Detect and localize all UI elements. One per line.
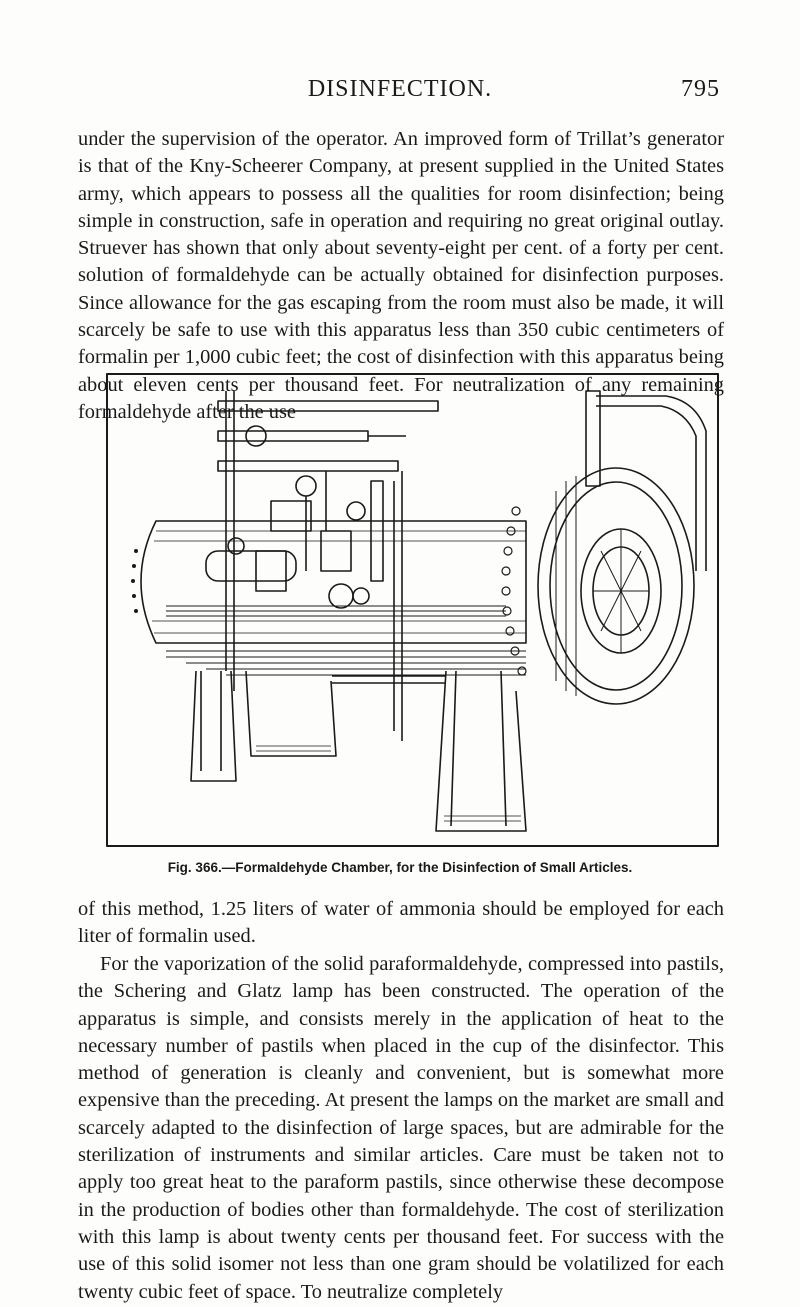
chapter-title: DISINFECTION. xyxy=(307,76,493,102)
figure-caption: Fig. 366.—Formaldehyde Chamber, for the Disinfection of Small Articles. xyxy=(167,860,633,875)
formaldehyde-chamber-illustration xyxy=(106,371,720,849)
paragraph-2: of this method, 1.25 liters of water of ammonia should be employed for each liter of formalin used. xyxy=(78,898,724,948)
paragraph-1: under the supervision of the operator. An improved form of Trillat’s generator is that of the Kny-Scheerer Company, at present supplied in the United States army, which appears to possess all the qualities for room disinfection; being simple in construction, safe in operation and requiring no great original outlay. Struever has shown that only about seventy-eight per cent. of a forty per cent. solution of formaldehyde can be actually obtained for disinfection purposes. Since allowance for the gas escaping from the room must also be made, it will scarcely be safe to use with this apparatus less than 350 cubic centimeters of formalin per 1,000 cubic feet; the cost of disinfection with this apparatus being about eleven cents per thousand feet. For neutralization of any remaining formaldehyde after the use xyxy=(78,128,724,423)
running-head xyxy=(80,76,720,110)
figure-formaldehyde-chamber xyxy=(106,371,720,849)
page-number: 795 xyxy=(681,76,720,102)
paragraph-3: For the vaporization of the solid paraformaldehyde, compressed into pastils, the Schering and Glatz lamp has been constructed. The operation of the apparatus is simple, and consists merely in the application of heat to the necessary number of pastils when placed in the cup of the disinfector. This method of generation is cleanly and convenient, but is somewhat more expensive than the preceding. At present the lamps on the market are small and scarcely adapted to the disinfection of large spaces, but are admirable for the sterilization of instruments and similar articles. Care must be taken not to apply too great heat to the paraform pastils, since otherwise these decompose in the production of bodies other than formaldehyde. The cost of sterilization with this lamp is about twenty cents per thousand feet. For success with the use of this solid isomer not less than one gram should be volatilized for each twenty cubic feet of space. To neutralize completely xyxy=(78,953,724,1303)
